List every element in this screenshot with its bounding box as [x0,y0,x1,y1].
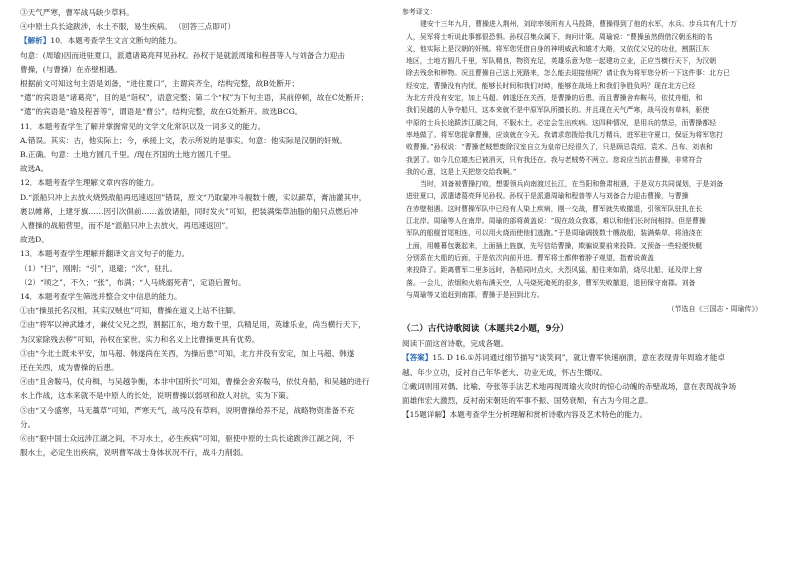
text-line: 面雄伟宏大激烈，反衬南宋朝廷的军事不振、国势衰颓，有古为今用之意。 [402,395,653,405]
text-line: A.错误。其实：古，他实际上；今，承接上文，表示所说的是事实。句意：他实际是汉朝的奸贼。 [20,135,347,145]
translation-heading: 参考译文： [402,8,437,16]
text-line: 为汉家除残去秽”可知，孙权在家世、实力和名义上比曹操更具有优势。 [20,334,260,344]
translation-column [402,6,778,557]
text-line: 水上作战，这本来就不是中原人的长处，说明曹操以弱项和敌人对抗，实为下策。 [20,391,294,401]
text-line: ⑤由“又今盛寒，马无藁草”可知，严寒天气，战马没有草料，说明曹操给养不足，战略物资准备不充 [20,405,355,415]
text-line: 除去残余和秽物。况且曹操自己送上死路来，怎么能去迎接他呢？请让我为将军您分析一下这件事：北方已 [406,69,730,78]
text-line: B.正确。句意：土地方圆几千里。/现在齐国的土地方圆几千里。 [20,150,236,160]
text-line: 14．本题考查学生筛选并整合文中信息的能力。 [20,292,182,302]
section-title: （二）古代诗歌阅读（本题共2小题，9分） [402,324,569,335]
text-line: 分。 [20,419,36,429]
analysis-heading [20,34,380,48]
text-line: 故选A。 [20,164,49,174]
text-line: 分别系在大船的后面，于是依次向前开进。曹军将士都伸着脖子观望，指着说黄盖 [406,253,655,262]
text-line: 还在关西，成为曹操的后患。 [20,363,119,373]
text-line: 败曹操。”孙权说：“曹操老贼想废除汉室自立为皇帝已经很久了，只是顾忌袁绍、袁术、吕布、刘表和 [406,143,713,152]
text-line: ④由“且舍鞍马，仗舟楫，与吴越争衡，本非中国所长”可知，曹操会舍弃鞍马，依仗舟船，和吴越的进行 [20,377,370,387]
text-line: 服水土，必定生出疾病，说明曹军战士身体状况不行，战斗力削弱。 [20,448,248,458]
analysis-tag: 【解析】 [20,36,51,46]
text-line: 入曹操的战船营里，而不是“派船只冲上去放火，再迅速返回”。 [20,221,233,231]
text-line: ③由“今北土既未平安，加马超、韩遂尚在关西，为操后患”可知，北方并没有安定，加上马超、韩遂 [20,348,355,358]
text-line: 11．本题考查学生了解并掌握常见的文学文化常识以及一词多义的能力。 [20,121,266,131]
text-line: 人，吴军将士听说此事都很恐惧。孙权召集众属下，询问计策。周瑜说：“曹操虽然假借汉朝丞相的名 [406,32,713,41]
text-line: 根据前文可知这句主语是刘备，“进住夏口”，主谓宾齐全，结构完整，故B处断开； [20,79,300,89]
text-line: 来投降了。距离曹军二里多远时，各船同时点火，火烈风猛，船往来如箭，烧尽北船，延及岸上营 [406,266,703,275]
text-line: ②戴词则用对偶、比喻、夸张等手法艺术地再现周瑜火攻时的惊心动魄的赤壁战场，意在表现战争场 [402,381,737,391]
text-line: 13．本题考查学生理解并翻译文言文句子的能力。 [20,249,190,259]
text-line: ④中原士兵长途跋涉，水土不服，易生疾病。 （回答三点即可） [20,22,236,32]
text-line: 率地做了。将军您捉拿曹操，应该就在今天。我请求您拨给我几万精兵，进军驻守夏口，保证为将军您打 [406,130,723,139]
answer-line [402,351,778,365]
text-line: 上面，用帷幕包裹起来，上面插上旌旗，先写信给曹操，欺骗说要前来投降。又预备一些轻便快艇 [406,241,703,250]
text-line: （2）“顷之”，不久；“张”，布满；“人马烧溺死者”，定语后置句。 [20,277,246,287]
answer-analysis-column [20,6,380,557]
text-line: 我罢了。如今几位雄杰已被消灭，只有我还在。我与老贼势不两立。您说应当抗击曹操，非常符合 [406,155,703,164]
text-line: 当时，刘备被曹操打败，想要领兵向南渡过长江，在当阳和鲁肃相遇，于是双方共同谋划，于是刘备 [420,180,724,189]
text-line: 与周瑜等又追赶到南郡，曹操于是回到北方。 [406,290,544,299]
text-line: ⑥由“驱中国士众远涉江湖之间，不习水土，必生疾病”可知，驱使中原的士兵长途跋涉江湖之间，不 [20,434,355,444]
note-tag: 【15题详解】 [402,410,450,420]
text-line: 12．本题考查学生理解文章内容的能力。 [20,178,159,188]
text-line: ③天气严寒，曹军战马缺少草料。 [20,8,134,17]
source-citation: （节选自《三国志・周瑜传》） [667,305,762,314]
section-instruction: 阅读下面这首诗歌，完成各题。 [402,339,509,349]
text-line: 中原的士兵长途跋涉江湖之间，不服水土，必定会生出疾病。这四种情况，是用兵的禁忌，而曹操都轻 [406,118,717,127]
note-line [402,408,778,422]
text-line: 裹以帷幕，上建牙旗……因引次俱前……盖放诸船，同时发火”可知，把装满柴草油脂的船只点燃后冲 [20,206,359,216]
analysis-text: 10．本题考查学生文言文断句的能力。 [50,36,182,46]
text-line: 曹操，(与曹操）在赤壁相遇。 [20,64,122,74]
text-line: 越、年少立功，反衬自己年华老大、功业无成，怀古生慨叹。 [402,367,608,377]
answer-tag: 【答案】 [402,353,433,363]
text-line: ②由“将军以神武雄才，兼仗父兄之烈，割据江东，地方数千里，兵精足用，英雄乐业，尚当横行天下， [20,320,366,330]
text-line: 进驻夏口，派遣诸葛亮拜见孙权。孙权于是派遣周瑜和程普等人与刘备合力迎击曹操，与曹操 [406,192,689,201]
text-line: 我的心意，这是上天把您交给我啊。” [406,167,517,176]
answer-text: 15. D 16.①苏词通过细节描写“谈笑间”，就让曹军快速崩溃，意在表现青年周瑜才能卓 [432,353,726,363]
text-line: ①由“操虽托名汉相，其实汉贼也”可知，曹操在道义上站不住脚。 [20,306,241,316]
text-line: 落。一会儿，浓烟和火焰布满天空，人马烧死淹死的很多，曹军失败撤退，退回保守南郡。刘备 [406,278,696,287]
text-line: 地区，土地方圆几千里，军队精良，物资充足，英雄乐意为您一起建功立业，正应当横行天下，为汉朝 [406,57,717,66]
text-line: 句意：(周瑜)因而进驻夏口，派遣诸葛亮拜见孙权。孙权于是就派周瑜和程普等人与刘备合力迎击 [20,50,345,60]
text-line: 为北方并没有安定，加上马超、韩遂还在关西，是曹操的后患，而且曹操舍弃鞍马，依仗舟船，和 [406,94,703,103]
text-line: 经安定，曹操没有内忧，能够长时间和我们对峙，能够在战场上和我们争胜负吗？现在北方已经 [406,81,696,90]
text-line: 建安十三年九月，曹操进入荆州，刘琮率领所有人马投降，曹操得到了他的水军，水兵、步兵共有几十万 [420,20,737,29]
text-line: 故选D。 [20,235,49,245]
text-line: 军队的船舰首尾相连，可以用火烧而使他们逃跑。”于是周瑜调拨数十艘战船，装满柴草，将油浇在 [406,229,703,238]
text-line: D.“派船只冲上去放火烧毁敌船再迅速返回”错误，原文“乃取蒙冲斗舰数十艘，实以薪草，膏油灌其中， [20,192,367,202]
translation-paragraph-1 [402,18,778,178]
text-line: （1）“扫”，刚刚；“引”，退避；“次”，驻扎。 [20,263,178,273]
text-line: 我们吴越的人争夺船只，这本来就不是中原军队所擅长的。并且现在天气严寒，战马没有草料，驱使 [406,106,710,115]
translation-paragraph-2 [402,178,778,301]
text-line: “遣”的宾语是“瑜及程普等”，谓语是“曹公”，结构完整，故在G处断开。故选BCG。 [20,107,303,117]
text-line: 江北岸。周瑜等人在南岸。周瑜的部将黄盖说：“现在敌众我寡，难以和他们长时间相持。但是曹操 [406,217,706,226]
note-text: 本题考查学生分析理解和赏析诗歌内容及艺术特色的能力。 [449,410,648,420]
text-line: “遣”的宾语是“诸葛亮”，目的是“诣权”，语意完整；第二个“权”为下句主语，其前停顿，故在C处断开； [20,93,369,103]
text-line: 在赤壁相遇。这时曹操军队中已经有人染上疾病，刚一交战，曹军就失败撤退，引领军队驻扎在长 [406,204,703,213]
text-line: 义，他实际上是汉朝的奸贼。将军您凭借自身的神明威武和雄才大略，又依仗父兄的功业，割据江东 [406,44,710,53]
